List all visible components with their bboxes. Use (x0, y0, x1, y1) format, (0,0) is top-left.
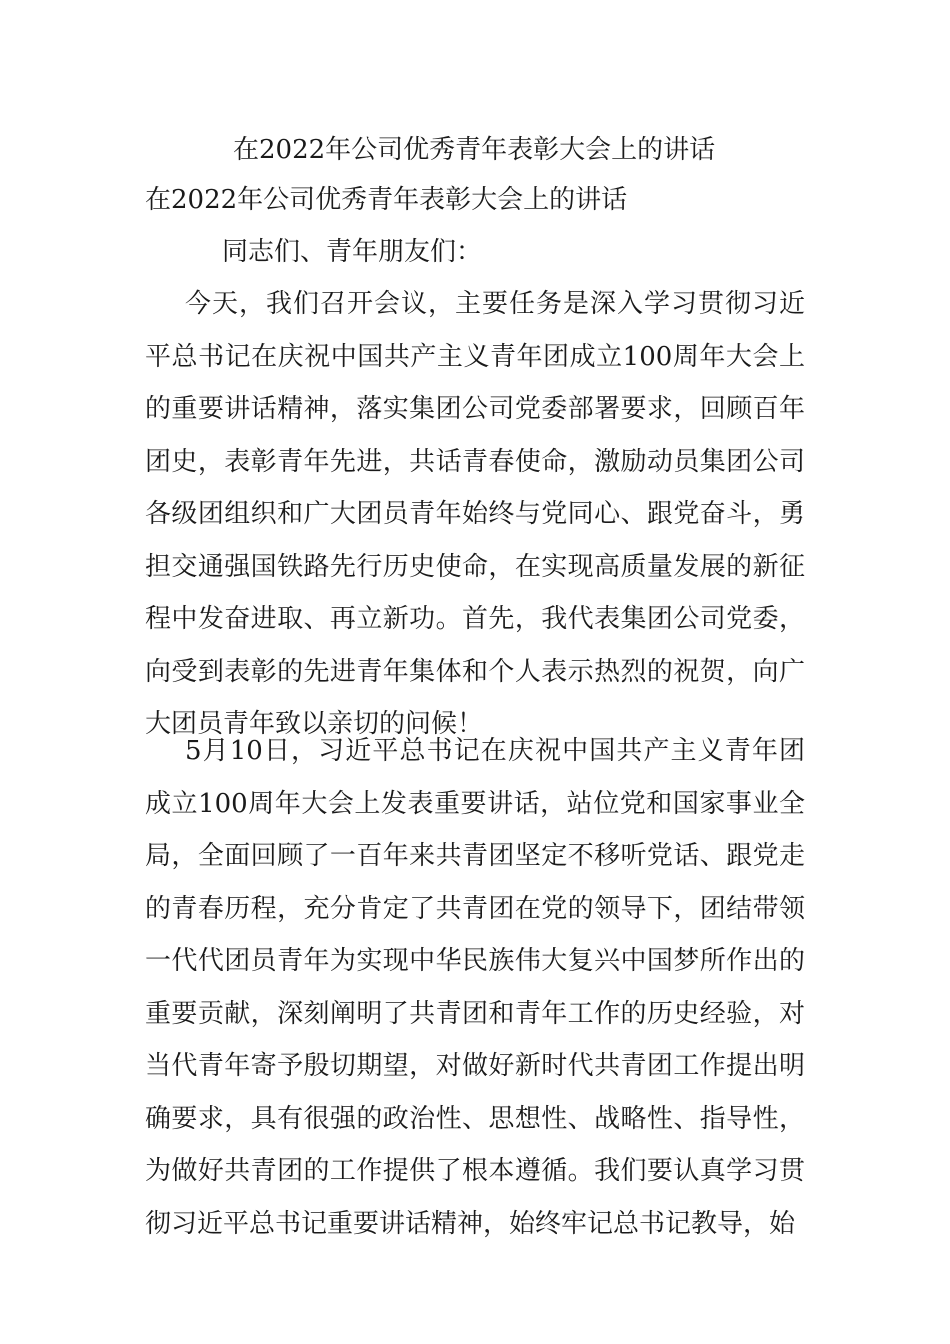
body-paragraph: 5月10日，习近平总书记在庆祝中国共产主义青年团成立100周年大会上发表重要讲话，站位党和国家事业全局，全面回顾了一百年来共青团坚定不移听党话、跟党走的青春历程，充分肯定了共青团在党的领导下，团结带领一代代团员青年为实现中华民族伟大复兴中国梦所作出的重要贡献，深刻阐明了共青团和青年工作的历史经验，对当代青年寄予殷切期望，对做好新时代共青团工作提出明确要求，具有很强的政治性、思想性、战略性、指导性，为做好共青团的工作提供了根本遵循。我们要认真学习贯彻习近平总书记重要讲话精神，始终牢记总书记教导，始 (145, 736, 805, 1239)
document-title: 在2022年公司优秀青年表彰大会上的讲话 (233, 135, 716, 165)
salutation: 同志们、青年朋友们： (222, 237, 483, 267)
body-paragraph: 今天，我们召开会议，主要任务是深入学习贯彻习近平总书记在庆祝中国共产主义青年团成立100周年大会上的重要讲话精神，落实集团公司党委部署要求，回顾百年团史，表彰青年先进，共话青春使命，激励动员集团公司各级团组织和广大团员青年始终与党同心、跟党奋斗，勇担交通强国铁路先行历史使命，在实现高质量发展的新征程中发奋进取、再立新功。首先，我代表集团公司党委，向受到表彰的先进青年集体和个人表示热烈的祝贺，向广大团员青年致以亲切的问候！ (145, 289, 805, 739)
document-subtitle: 在2022年公司优秀青年表彰大会上的讲话 (145, 185, 628, 215)
